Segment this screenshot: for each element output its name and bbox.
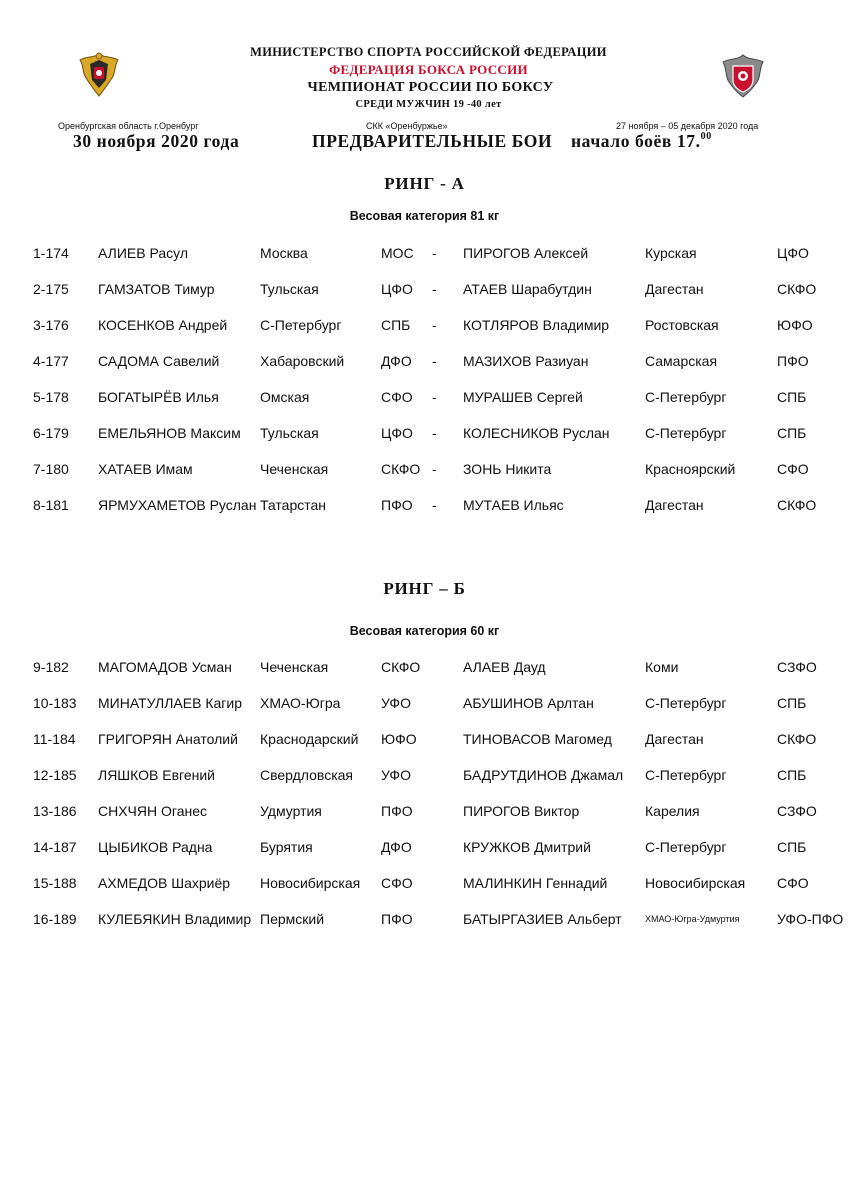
boxer-red-district: ДФО xyxy=(381,839,412,855)
boxer-red-region: Свердловская xyxy=(260,767,354,783)
boxer-red-region: Краснодарский xyxy=(260,731,359,747)
boxer-red-district: ЮФО xyxy=(381,731,417,747)
boxer-blue-name: АБУШИНОВ Арлтан xyxy=(463,695,594,711)
boxer-blue-district: СПБ xyxy=(777,425,807,441)
boxer-blue-district: СПБ xyxy=(777,389,807,405)
boxer-blue-name: ПИРОГОВ Алексей xyxy=(463,245,589,261)
boxer-red-district: УФО xyxy=(381,767,411,783)
event-location: Оренбургская область г.Оренбург xyxy=(58,121,199,131)
ring-b-title: РИНГ – Б xyxy=(383,579,466,598)
boxer-red-name: ГАМЗАТОВ Тимур xyxy=(98,281,215,297)
bout-number: 1-174 xyxy=(33,245,69,261)
boxer-red-region: Татарстан xyxy=(260,497,327,513)
boxer-red-name: ХАТАЕВ Имам xyxy=(98,461,193,477)
boxer-red-region: Омская xyxy=(260,389,310,405)
federation-title: ФЕДЕРАЦИЯ БОКСА РОССИИ xyxy=(329,62,528,77)
boxer-blue-name: КОЛЕСНИКОВ Руслан xyxy=(463,425,610,441)
boxer-red-name: МИНАТУЛЛАЕВ Кагир xyxy=(98,695,242,711)
bout-row xyxy=(0,461,849,481)
stage-title: ПРЕДВАРИТЕЛЬНЫЕ БОИ xyxy=(312,131,553,151)
boxer-red-name: АЛИЕВ Расул xyxy=(98,245,188,261)
boxer-blue-name: АТАЕВ Шарабутдин xyxy=(463,281,592,297)
boxer-red-district: СФО xyxy=(381,875,413,891)
boxer-blue-district: СФО xyxy=(777,461,809,477)
bout-row xyxy=(0,317,849,337)
boxer-red-name: ЕМЕЛЬЯНОВ Максим xyxy=(98,425,241,441)
boxer-red-region: С-Петербург xyxy=(260,317,342,333)
boxer-red-region: Москва xyxy=(260,245,308,261)
bout-row xyxy=(0,911,849,931)
boxer-red-district: ЦФО xyxy=(381,425,413,441)
boxer-red-district: ПФО xyxy=(381,911,413,927)
boxer-red-name: САДОМА Савелий xyxy=(98,353,220,369)
boxer-red-region: Новосибирская xyxy=(260,875,361,891)
boxer-red-name: ЯРМУХАМЕТОВ Руслан xyxy=(98,497,257,513)
boxer-blue-district: СПБ xyxy=(777,839,807,855)
bout-separator: - xyxy=(432,389,437,405)
boxer-red-name: БОГАТЫРЁВ Илья xyxy=(98,389,219,405)
bout-number: 5-178 xyxy=(33,389,69,405)
boxer-blue-district: СКФО xyxy=(777,731,817,747)
boxer-red-region: Чеченская xyxy=(260,659,329,675)
bout-row xyxy=(0,659,849,679)
bout-separator: - xyxy=(432,461,437,477)
bout-row xyxy=(0,245,849,265)
boxer-red-district: СПБ xyxy=(381,317,411,333)
ring-a-weight: Весовая категория 81 кг xyxy=(349,209,500,223)
boxer-blue-name: БАТЫРГАЗИЕВ Альберт xyxy=(463,911,622,927)
bout-separator: - xyxy=(432,353,437,369)
boxer-red-region: Тульская xyxy=(260,281,319,297)
boxer-blue-name: БАДРУТДИНОВ Джамал xyxy=(463,767,624,783)
championship-title: ЧЕМПИОНАТ РОССИИ ПО БОКСУ xyxy=(307,80,554,95)
boxer-blue-district: СФО xyxy=(777,875,809,891)
event-venue: СКК «Оренбуржье» xyxy=(366,121,448,131)
bout-row xyxy=(0,353,849,373)
boxer-blue-name: ПИРОГОВ Виктор xyxy=(463,803,580,819)
ministry-title: МИНИСТЕРСТВО СПОРТА РОССИЙСКОЙ ФЕДЕРАЦИИ xyxy=(250,45,607,59)
boxer-blue-name: КОТЛЯРОВ Владимир xyxy=(463,317,610,333)
boxer-blue-name: ЗОНЬ Никита xyxy=(463,461,552,477)
bout-row xyxy=(0,497,849,517)
boxer-red-district: ПФО xyxy=(381,497,413,513)
boxer-blue-region: Курская xyxy=(645,245,697,261)
boxer-blue-region: Дагестан xyxy=(645,281,704,297)
boxer-blue-district: СПБ xyxy=(777,695,807,711)
bout-number: 7-180 xyxy=(33,461,69,477)
boxer-red-district: ДФО xyxy=(381,353,412,369)
boxer-red-district: СФО xyxy=(381,389,413,405)
boxer-blue-region: Ростовская xyxy=(645,317,719,333)
boxer-red-name: КУЛЕБЯКИН Владимир xyxy=(98,911,252,927)
bout-number: 6-179 xyxy=(33,425,69,441)
boxer-blue-name: МУТАЕВ Ильяс xyxy=(463,497,564,513)
boxer-red-region: Тульская xyxy=(260,425,319,441)
boxer-red-region: Пермский xyxy=(260,911,325,927)
boxer-blue-district: СКФО xyxy=(777,497,817,513)
boxer-red-district: ЦФО xyxy=(381,281,413,297)
bout-row xyxy=(0,803,849,823)
boxer-blue-region: Коми xyxy=(645,659,679,675)
bout-row xyxy=(0,731,849,751)
boxer-blue-region: ХМАО-Югра-Удмуртия xyxy=(645,914,740,924)
boxer-red-district: СКФО xyxy=(381,461,421,477)
bout-separator: - xyxy=(432,425,437,441)
boxer-blue-region: С-Петербург xyxy=(645,839,727,855)
boxer-blue-region: Дагестан xyxy=(645,731,704,747)
bout-row xyxy=(0,281,849,301)
bout-separator: - xyxy=(432,497,437,513)
boxer-blue-name: МАЛИНКИН Геннадий xyxy=(463,875,608,891)
boxer-blue-district: ЮФО xyxy=(777,317,813,333)
boxer-blue-region: С-Петербург xyxy=(645,695,727,711)
boxer-red-name: ЦЫБИКОВ Радна xyxy=(98,839,213,855)
boxer-red-region: Чеченская xyxy=(260,461,329,477)
category-subtitle: СРЕДИ МУЖЧИН 19 -40 лет xyxy=(355,99,502,110)
bout-number: 9-182 xyxy=(33,659,69,675)
boxer-blue-region: С-Петербург xyxy=(645,389,727,405)
boxer-red-name: АХМЕДОВ Шахриёр xyxy=(98,875,231,891)
bout-row xyxy=(0,839,849,859)
bout-number: 10-183 xyxy=(33,695,77,711)
boxer-blue-district: СЗФО xyxy=(777,659,817,675)
boxer-blue-district: СКФО xyxy=(777,281,817,297)
boxer-blue-name: МАЗИХОВ Разиуан xyxy=(463,353,589,369)
bout-row xyxy=(0,767,849,787)
start-time: начало боёв 17.00 xyxy=(571,131,712,151)
bout-separator: - xyxy=(432,281,437,297)
boxer-red-name: ЛЯШКОВ Евгений xyxy=(98,767,215,783)
bout-number: 16-189 xyxy=(33,911,77,927)
bout-separator: - xyxy=(432,245,437,261)
bout-separator: - xyxy=(432,317,437,333)
boxer-red-name: ГРИГОРЯН Анатолий xyxy=(98,731,238,747)
boxer-blue-region: Карелия xyxy=(645,803,700,819)
event-day: 30 ноября 2020 года xyxy=(73,131,240,151)
boxer-blue-name: МУРАШЕВ Сергей xyxy=(463,389,583,405)
bout-number: 8-181 xyxy=(33,497,69,513)
bout-number: 2-175 xyxy=(33,281,69,297)
event-dates: 27 ноября – 05 декабря 2020 года xyxy=(616,121,759,131)
bout-number: 14-187 xyxy=(33,839,77,855)
boxer-red-region: Удмуртия xyxy=(260,803,322,819)
boxer-blue-name: АЛАЕВ Дауд xyxy=(463,659,546,675)
boxer-blue-region: Дагестан xyxy=(645,497,704,513)
boxer-red-district: ПФО xyxy=(381,803,413,819)
boxer-red-name: МАГОМАДОВ Усман xyxy=(98,659,232,675)
boxer-blue-region: Самарская xyxy=(645,353,718,369)
boxer-blue-district: ПФО xyxy=(777,353,809,369)
boxer-blue-name: ТИНОВАСОВ Магомед xyxy=(463,731,612,747)
bout-number: 4-177 xyxy=(33,353,69,369)
boxer-blue-region: Новосибирская xyxy=(645,875,746,891)
boxer-red-district: МОС xyxy=(381,245,414,261)
bout-row xyxy=(0,389,849,409)
boxer-blue-district: ЦФО xyxy=(777,245,809,261)
boxer-blue-region: С-Петербург xyxy=(645,425,727,441)
bout-number: 3-176 xyxy=(33,317,69,333)
bout-number: 12-185 xyxy=(33,767,77,783)
boxer-red-district: СКФО xyxy=(381,659,421,675)
boxer-red-name: СНХЧЯН Оганес xyxy=(98,803,207,819)
bout-number: 13-186 xyxy=(33,803,77,819)
bout-row xyxy=(0,875,849,895)
boxer-blue-name: КРУЖКОВ Дмитрий xyxy=(463,839,591,855)
boxer-blue-district: СЗФО xyxy=(777,803,817,819)
boxer-red-region: Хабаровский xyxy=(260,353,345,369)
boxer-blue-district: СПБ xyxy=(777,767,807,783)
boxer-blue-region: С-Петербург xyxy=(645,767,727,783)
bout-number: 11-184 xyxy=(33,731,76,747)
ring-b-weight: Весовая категория 60 кг xyxy=(349,624,500,638)
bout-row xyxy=(0,425,849,445)
boxer-red-name: КОСЕНКОВ Андрей xyxy=(98,317,228,333)
boxer-red-region: Бурятия xyxy=(260,839,313,855)
ring-a-title: РИНГ - А xyxy=(384,174,465,193)
bout-row xyxy=(0,695,849,715)
boxer-blue-district: УФО-ПФО xyxy=(777,911,844,927)
boxer-red-region: ХМАО-Югра xyxy=(260,695,341,711)
boxer-blue-region: Красноярский xyxy=(645,461,736,477)
boxer-red-district: УФО xyxy=(381,695,411,711)
bout-number: 15-188 xyxy=(33,875,77,891)
